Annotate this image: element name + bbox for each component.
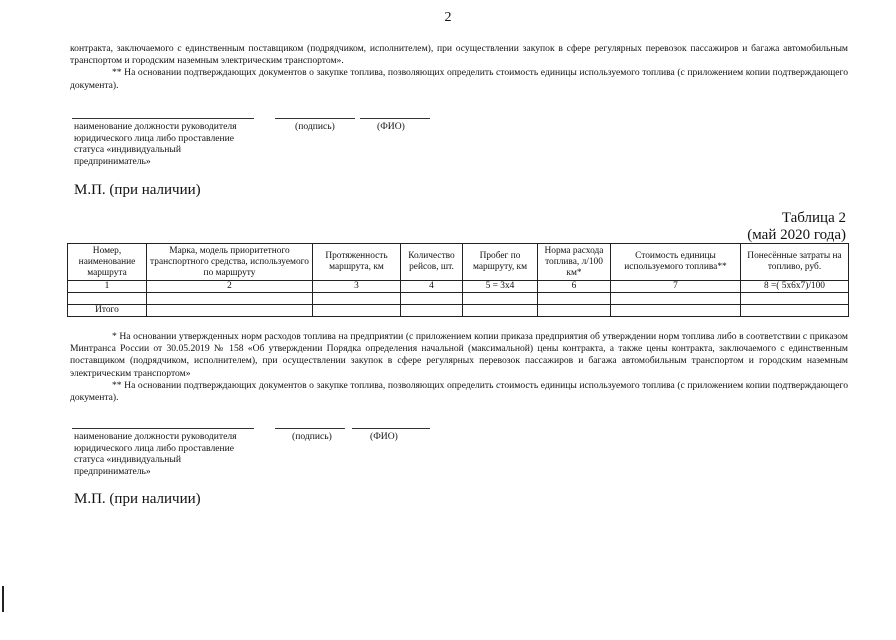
table-cell: [611, 305, 741, 317]
name-label: (ФИО): [370, 431, 398, 442]
name-line: [360, 118, 430, 119]
table-cell: [463, 305, 538, 317]
table-cell: [313, 305, 401, 317]
table-cell: [401, 305, 463, 317]
table-cell: [68, 293, 147, 305]
col-number: 7: [611, 281, 741, 293]
table-row: [68, 293, 849, 305]
header-fuel-rate: Норма расхода топлива, л/100 км*: [538, 244, 611, 281]
header-route: Номер, наименование маршрута: [68, 244, 147, 281]
table-cell: [147, 305, 313, 317]
top-footnotes: [70, 43, 848, 92]
table-cell: [741, 305, 849, 317]
table-cell: [401, 293, 463, 305]
signature-label: (подпись): [292, 431, 332, 442]
name-line: [352, 428, 430, 429]
table-number: Таблица 2: [781, 210, 846, 226]
fuel-cost-table: [67, 243, 849, 317]
table-period: (май 2020 года): [747, 227, 846, 243]
position-line: [72, 428, 254, 429]
table-cell: [538, 305, 611, 317]
header-vehicle: Марка, модель приоритетного транспортного средства, используемого по маршруту: [147, 244, 313, 281]
header-costs: Понесённые затраты на топливо, руб.: [741, 244, 849, 281]
stamp-label: М.П. (при наличии): [74, 491, 201, 507]
table-cell: [463, 293, 538, 305]
position-line: [72, 118, 254, 119]
col-number: 4: [401, 281, 463, 293]
col-number: 3: [313, 281, 401, 293]
stamp-label: М.П. (при наличии): [74, 182, 201, 198]
col-number: 8 =( 5х6х7)/100: [741, 281, 849, 293]
signature-line: [275, 118, 355, 119]
table-cell: [611, 293, 741, 305]
header-fuel-price: Стоимость единицы используемого топлива**: [611, 244, 741, 281]
signature-label: (подпись): [295, 121, 335, 132]
total-label: Итого: [68, 305, 147, 317]
header-trips: Количество рейсов, шт.: [401, 244, 463, 281]
table-caption: [747, 210, 846, 244]
header-mileage: Пробег по маршруту, км: [463, 244, 538, 281]
position-label: наименование должности руководителя юридического лица либо проставление статуса «индивидуальный предприниматель»: [74, 121, 237, 167]
name-label: (ФИО): [377, 121, 405, 132]
col-number: 5 = 3х4: [463, 281, 538, 293]
footnote-star1: * На основании утвержденных норм расходов топлива на предприятии (с приложением копии приказа предприятия об утверждении норм топлива либо в соответствии с приказом Минтранса России от 30.05.2019 № 158 «Об утверждении Порядка определения начальной (максимальной) цены контракта, а также цены контракта, заключаемого с единственным поставщиком (подрядчиком, исполнителем), при осуществлении закупок в сфере регулярных перевозок пассажиров и багажа автомобильным транспортом и городским наземным электрическим транспортом»: [70, 331, 848, 379]
table-header-row: [68, 244, 849, 281]
col-number: 2: [147, 281, 313, 293]
footnote-star2: ** На основании подтверждающих документов о закупке топлива, позволяющих определить стоимость единицы используемого топлива (с приложением копии подтверждающего документа).: [70, 379, 848, 404]
bottom-footnotes: [70, 331, 848, 404]
signature-line: [275, 428, 345, 429]
table-total-row: [68, 305, 849, 317]
table-cell: [313, 293, 401, 305]
scan-edge-mark: [2, 586, 4, 612]
table-cell: [538, 293, 611, 305]
footnote-star1-continuation: контракта, заключаемого с единственным поставщиком (подрядчиком, исполнителем), при осуществлении закупок в сфере регулярных перевозок пассажиров и багажа автомобильным транспортом и городским наземным электрическим транспортом».: [70, 43, 848, 67]
footnote-star2: ** На основании подтверждающих документов о закупке топлива, позволяющих определить стоимость единицы используемого топлива (с приложением копии подтверждающего документа).: [70, 67, 848, 91]
table-cell: [147, 293, 313, 305]
page-number: 2: [444, 10, 452, 25]
col-number: 1: [68, 281, 147, 293]
col-number: 6: [538, 281, 611, 293]
table-cell: [741, 293, 849, 305]
header-length: Протяженность маршрута, км: [313, 244, 401, 281]
table-numbering-row: [68, 281, 849, 293]
position-label: наименование должности руководителя юридического лица либо проставление статуса «индивидуальный предприниматель»: [74, 431, 237, 477]
